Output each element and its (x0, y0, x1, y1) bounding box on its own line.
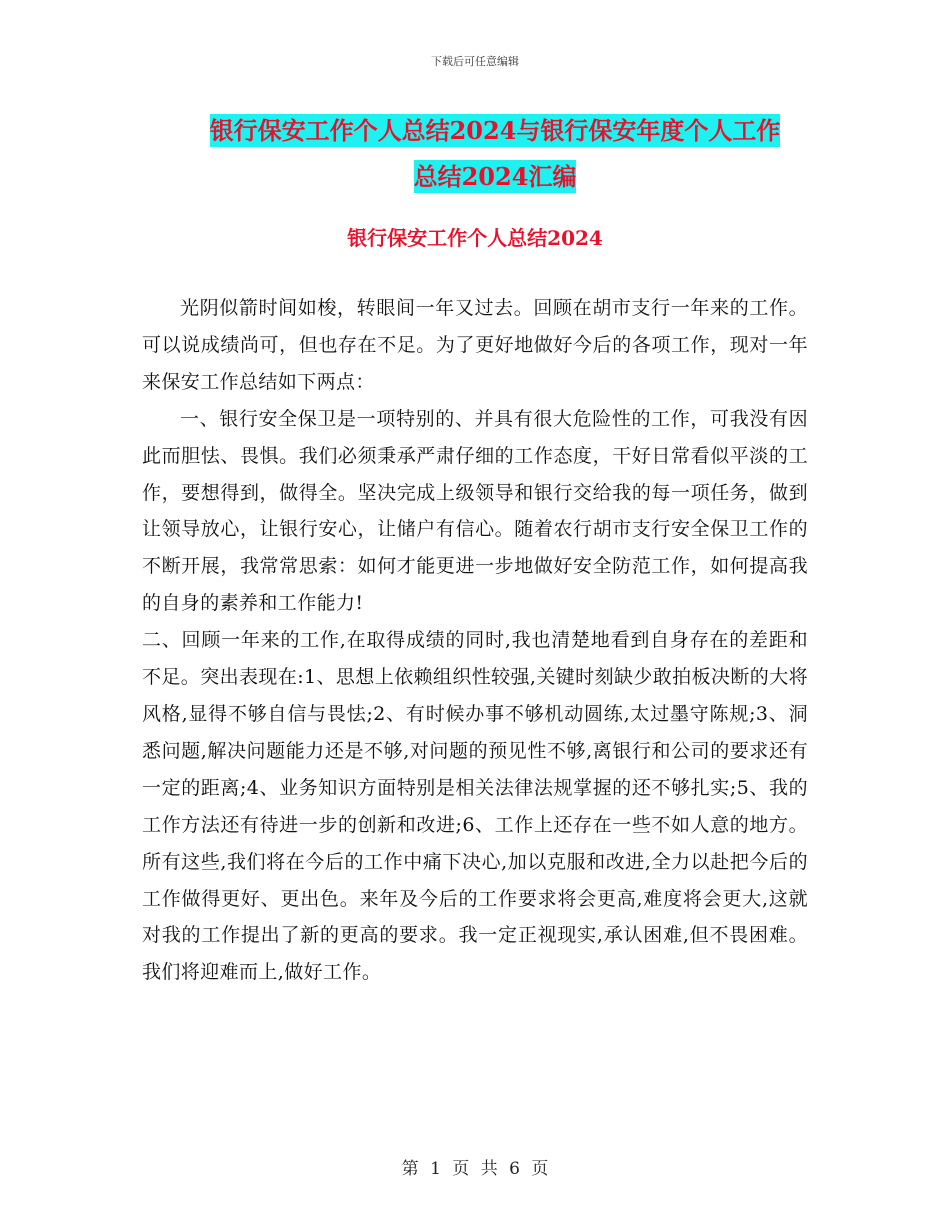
paragraph-intro: 光阴似箭时间如梭，转眼间一年又过去。回顾在胡市支行一年来的工作。可以说成绩尚可，但也存在不足。为了更好地做好今后的各项工作，现对一年来保安工作总结如下两点： (142, 297, 808, 393)
document-body (142, 290, 808, 991)
paragraph-point-one: 一、银行安全保卫是一项特别的、并具有很大危险性的工作，可我没有因此而胆怯、畏惧。我们必须秉承严肃仔细的工作态度，干好日常看似平淡的工作，要想得到，做得全。坚决完成上级领导和银行交给我的每一项任务，做到让领导放心，让银行安心，让储户有信心。随着农行胡市支行安全保卫工作的不断开展，我常常思索：如何才能更进一步地做好安全防范工作，如何提高我的自身的素养和工作能力! (142, 407, 808, 615)
paragraph-point-two: 二、回顾一年来的工作,在取得成绩的同时,我也清楚地看到自身存在的差距和不足。突出表现在:1、思想上依赖组织性较强,关键时刻缺少敢拍板决断的大将风格,显得不够自信与畏怯;2、有时候办事不够机动圆练,太过墨守陈规;3、洞悉问题,解决问题能力还是不够,对问题的预见性不够,离银行和公司的要求还有一定的距离;4、业务知识方面特别是相关法律法规掌握的还不够扎实;5、我的工作方法还有待进一步的创新和改进;6、工作上还存在一些不如人意的地方。所有这些,我们将在今后的工作中痛下决心,加以克服和改进,全力以赴把今后的工作做得更好、更出色。来年及今后的工作要求将会更高,难度将会更大,这就对我的工作提出了新的更高的要求。我一定正视现实,承认困难,但不畏困难。我们将迎难而上,做好工作。 (142, 629, 808, 984)
title-line-1: 银行保安工作个人总结2024与银行保安年度个人工作 (209, 116, 781, 145)
page-number: 第 1 页 共 6 页 (401, 1159, 549, 1179)
section-title: 银行保安工作个人总结2024 (347, 226, 603, 250)
document-title (120, 108, 870, 200)
title-line-2: 总结2024汇编 (413, 162, 577, 191)
header-note: 下载后可任意编辑 (431, 55, 519, 68)
